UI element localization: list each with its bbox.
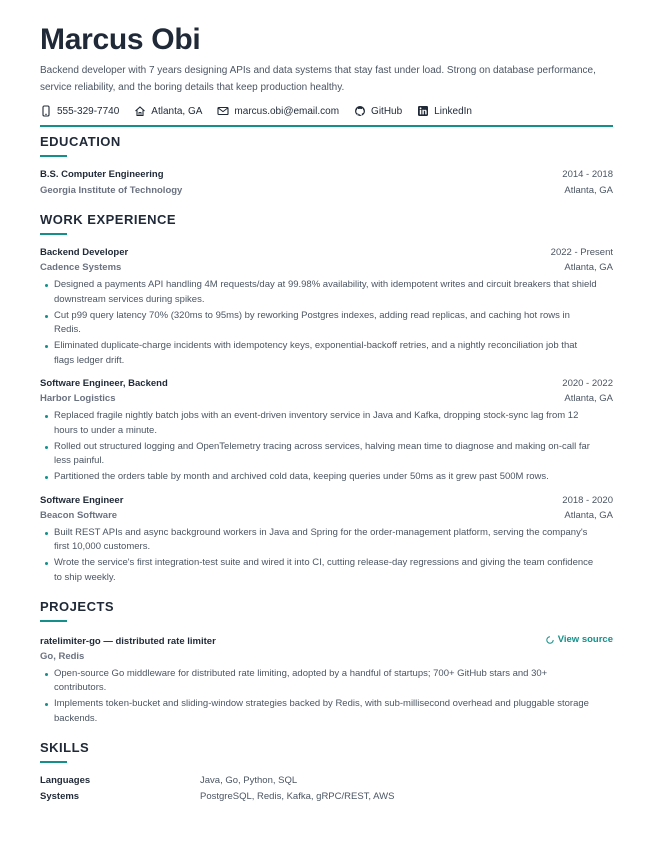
- job-subheader: [40, 391, 613, 406]
- email-text: marcus.obi@email.com: [234, 105, 340, 117]
- external-link-icon: [546, 636, 554, 644]
- job-subheader: [40, 260, 613, 275]
- bullet-item: [40, 556, 599, 585]
- bullet-dot: [45, 703, 48, 706]
- project-entry: [40, 632, 613, 726]
- contact-linkedin[interactable]: [417, 105, 472, 117]
- job-company: Cadence Systems: [40, 262, 122, 273]
- view-source-link[interactable]: [546, 632, 613, 647]
- job-header: [40, 493, 613, 508]
- education-location: Atlanta, GA: [564, 185, 613, 196]
- bullet-item: [40, 278, 599, 307]
- home-icon: [134, 105, 146, 117]
- bullet-dot: [45, 345, 48, 348]
- education-section: [40, 134, 613, 198]
- bullet-dot: [45, 315, 48, 318]
- linkedin-text: LinkedIn: [434, 105, 472, 117]
- contact-email[interactable]: [217, 105, 339, 117]
- job-company: Beacon Software: [40, 509, 118, 521]
- bullet-item: [40, 697, 599, 726]
- candidate-name: Marcus Obi: [40, 23, 201, 56]
- bullet-text: Built REST APIs and async background workers in Java and Spring for the order-management platform, serving the company's first 10,000 customers.: [54, 526, 588, 552]
- job-company: Harbor Logistics: [40, 393, 116, 404]
- location-text: Atlanta, GA: [151, 105, 203, 117]
- school: Georgia Institute of Technology: [40, 185, 183, 196]
- skills-value: PostgreSQL, Redis, Kafka, gRPC/REST, AWS: [200, 791, 395, 802]
- bullet-dot: [45, 415, 48, 418]
- skills-value: Java, Go, Python, SQL: [200, 775, 298, 786]
- phone-text: 555-329-7740: [57, 105, 120, 117]
- project-bullets: [40, 667, 613, 727]
- job-dates: 2022 - Present: [550, 247, 613, 258]
- bullet-item: [40, 309, 599, 338]
- bullet-text: Designed a payments API handling 4M requests/day at 99.98% availability, with idempotent writes and circuit breakers that shield downstream services during spikes.: [54, 279, 597, 305]
- skills-row-systems: [40, 789, 613, 805]
- job-header: [40, 376, 613, 391]
- job-role: Software Engineer: [40, 494, 124, 506]
- experience-heading: WORK EXPERIENCE: [40, 212, 177, 227]
- job-location: Atlanta, GA: [564, 509, 613, 521]
- job-dates: 2020 - 2022: [562, 378, 613, 389]
- bullet-text: Wrote the service's first integration-test suite and wired it into CI, cutting release-day regressions and giving the team confidence to ship weekly.: [54, 557, 594, 583]
- bullet-item: [40, 409, 599, 438]
- contact-location: [134, 105, 202, 117]
- phone-icon: [40, 105, 52, 117]
- job-bullets: [40, 526, 613, 586]
- projects-section: [40, 599, 613, 726]
- job-role: Backend Developer: [40, 247, 129, 258]
- contact-bar: [40, 103, 613, 119]
- education-row-degree: [40, 167, 613, 182]
- view-source-label: View source: [557, 634, 613, 645]
- job-location: Atlanta, GA: [564, 262, 613, 273]
- section-accent-bar: [40, 155, 67, 157]
- job-dates: 2018 - 2020: [562, 494, 613, 506]
- bullet-dot: [45, 673, 48, 676]
- mail-icon: [217, 105, 229, 117]
- education-years: 2014 - 2018: [562, 169, 613, 180]
- skills-heading: SKILLS: [40, 740, 90, 755]
- bullet-text: Implements token-bucket and sliding-window strategies backed by Redis, with sub-millisecond overhead and pluggable storage backends.: [54, 698, 589, 724]
- project-stack: Go, Redis: [40, 650, 85, 662]
- header-divider: [40, 125, 613, 127]
- job-subheader: [40, 508, 613, 523]
- section-accent-bar: [40, 620, 67, 622]
- bullet-item: [40, 339, 599, 368]
- contact-phone[interactable]: [40, 105, 119, 117]
- job-entry: [40, 493, 613, 586]
- education-heading: EDUCATION: [40, 134, 121, 149]
- degree: B.S. Computer Engineering: [40, 169, 164, 180]
- bullet-dot: [45, 446, 48, 449]
- job-header: [40, 245, 613, 260]
- project-header: [40, 632, 613, 649]
- experience-section: [40, 212, 613, 585]
- bullet-text: Open-source Go middleware for distributed rate limiting, adopted by a handful of startups; 700+ GitHub stars and 30+ contributors.: [54, 667, 548, 693]
- bullet-item: [40, 667, 599, 696]
- projects-heading: PROJECTS: [40, 599, 115, 614]
- job-bullets: [40, 278, 613, 368]
- bullet-item: [40, 440, 599, 469]
- skills-label: Languages: [40, 775, 91, 786]
- skills-label: Systems: [40, 791, 80, 802]
- bullet-dot: [45, 476, 48, 479]
- project-subheader: [40, 649, 613, 664]
- bullet-item: [40, 526, 599, 555]
- bullet-dot: [45, 284, 48, 287]
- job-role: Software Engineer, Backend: [40, 378, 168, 389]
- job-location: Atlanta, GA: [564, 393, 613, 404]
- skills-row-languages: [40, 773, 613, 789]
- project-name: ratelimiter-go — distributed rate limiter: [40, 635, 216, 647]
- bullet-text: Rolled out structured logging and OpenTelemetry tracing across services, halving mean time to diagnose and making on-call far less painful.: [54, 440, 590, 466]
- summary: Backend developer with 7 years designing APIs and data systems that stay fast under load. Strong on database performance, service reliability, and the boring details that keep production healthy.: [40, 65, 596, 93]
- github-text: GitHub: [371, 105, 403, 117]
- job-bullets: [40, 409, 613, 485]
- education-row-school: [40, 183, 613, 198]
- bullet-text: Cut p99 query latency 70% (320ms to 95ms) by reworking Postgres indexes, adding read replicas, and caching hot rows in Redis.: [54, 309, 570, 335]
- bullet-text: Eliminated duplicate-charge incidents with idempotency keys, exponential-backoff retries, and a nightly reconciliation job that flags ledger drift.: [54, 340, 578, 366]
- github-icon: [354, 105, 366, 117]
- job-entry: [40, 245, 613, 368]
- bullet-text: Replaced fragile nightly batch jobs with an event-driven inventory service in Java and Kafka, dropping stock-sync lag from 12 hours to under a minute.: [54, 410, 579, 436]
- bullet-dot: [45, 532, 48, 535]
- linkedin-icon: [417, 105, 429, 117]
- bullet-dot: [45, 562, 48, 565]
- section-accent-bar: [40, 761, 67, 763]
- skills-section: [40, 740, 613, 805]
- contact-github[interactable]: [354, 105, 402, 117]
- job-entry: [40, 376, 613, 485]
- bullet-text: Partitioned the orders table by month and archived cold data, keeping queries under 50ms as it grew past 500M rows.: [54, 471, 549, 482]
- section-accent-bar: [40, 233, 67, 235]
- bullet-item: [40, 470, 599, 485]
